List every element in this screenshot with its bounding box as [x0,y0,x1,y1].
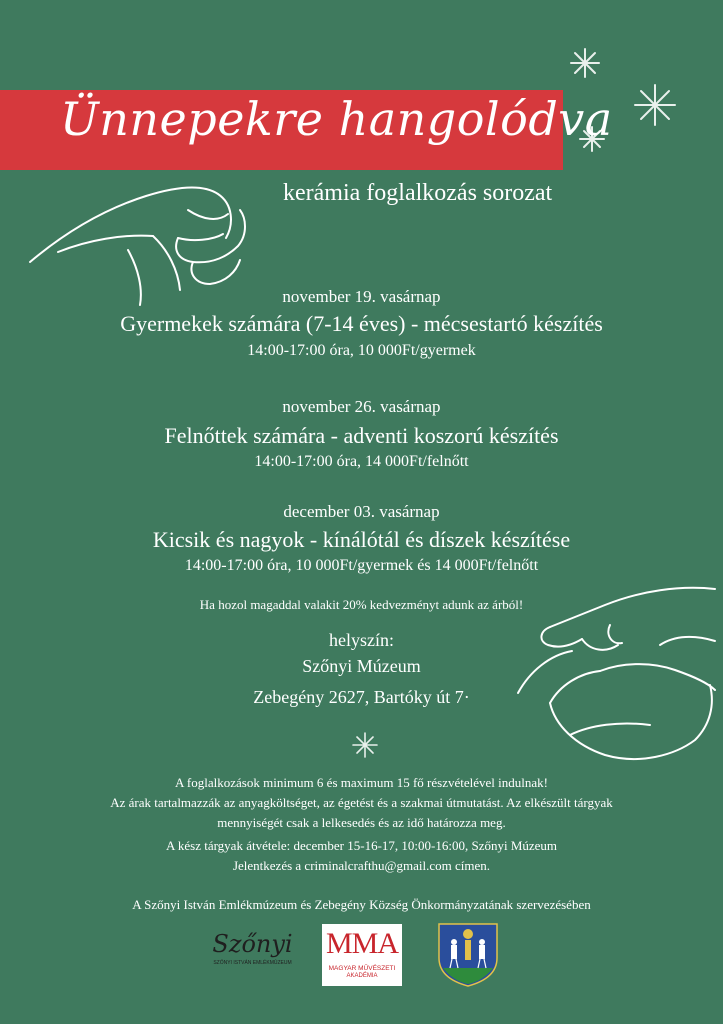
event-2-date: november 26. vasárnap [282,397,441,416]
szonyi-caption: SZŐNYI ISTVÁN EMLÉKMÚZEUM [213,960,292,966]
info-line-3: mennyiségét csak a lelkesedés és az idő határozza meg. [217,815,506,830]
info-line-2: Az árak tartalmazzák az anyagköltséget, az égetést és a szakmai útmutatást. Az elkészült tárgyak [110,795,613,810]
event-1-heading: Gyermekek számára (7-14 éves) - mécsestartó készítés [120,311,603,336]
event-3-date: december 03. vasárnap [283,502,440,521]
mma-line-1: MAGYAR MŰVÉSZETI [328,965,396,972]
mma-line-2: AKADÉMIA [346,973,378,979]
organizers-note: A Szőnyi István Emlékmúzeum és Zebegény Község Önkormányzatának szervezésében [132,897,591,912]
event-2-time-price: 14:00-17:00 óra, 14 000Ft/felnőtt [254,453,469,470]
small-star-icon [350,730,380,760]
szonyi-signature: Szőnyi [212,930,293,958]
szonyi-museum-logo [205,930,300,975]
page-subtitle: kerámia foglalkozás sorozat [283,180,553,206]
location-name: Szőnyi Múzeum [302,656,421,676]
event-1-date: november 19. vasárnap [282,287,441,306]
event-1-time-price: 14:00-17:00 óra, 10 000Ft/gyermek [247,342,476,359]
info-line-5: Jelentkezés a criminalcrafthu@gmail.com címen. [232,858,491,873]
location-address: Zebegény 2627, Bartóky út 7· [253,687,470,707]
discount-note: Ha hozol magaddal valakit 20% kedvezményt adunk az árból! [199,597,524,612]
event-3-heading: Kicsik és nagyok - kínálótál és díszek készítése [152,527,571,552]
location-label: helyszín: [329,630,394,650]
event-3-time-price: 14:00-17:00 óra, 10 000Ft/gyermek és 14 000Ft/felnőtt [184,557,539,574]
info-line-1: A foglalkozások minimum 6 és maximum 15 fő részvételével indulnak! [175,775,548,790]
hands-clay-illustration-icon [510,575,720,770]
page-title: Ünnepekre hangolódva [60,92,613,146]
zebegeny-coat-of-arms-icon [437,922,499,988]
event-2-heading: Felnőttek számára - adventi koszorú készítés [164,423,559,448]
mma-letters: MMA [325,927,398,960]
mma-logo [322,924,402,986]
info-line-4: A kész tárgyak átvétele: december 15-16-17, 10:00-16:00, Szőnyi Múzeum [165,838,558,853]
